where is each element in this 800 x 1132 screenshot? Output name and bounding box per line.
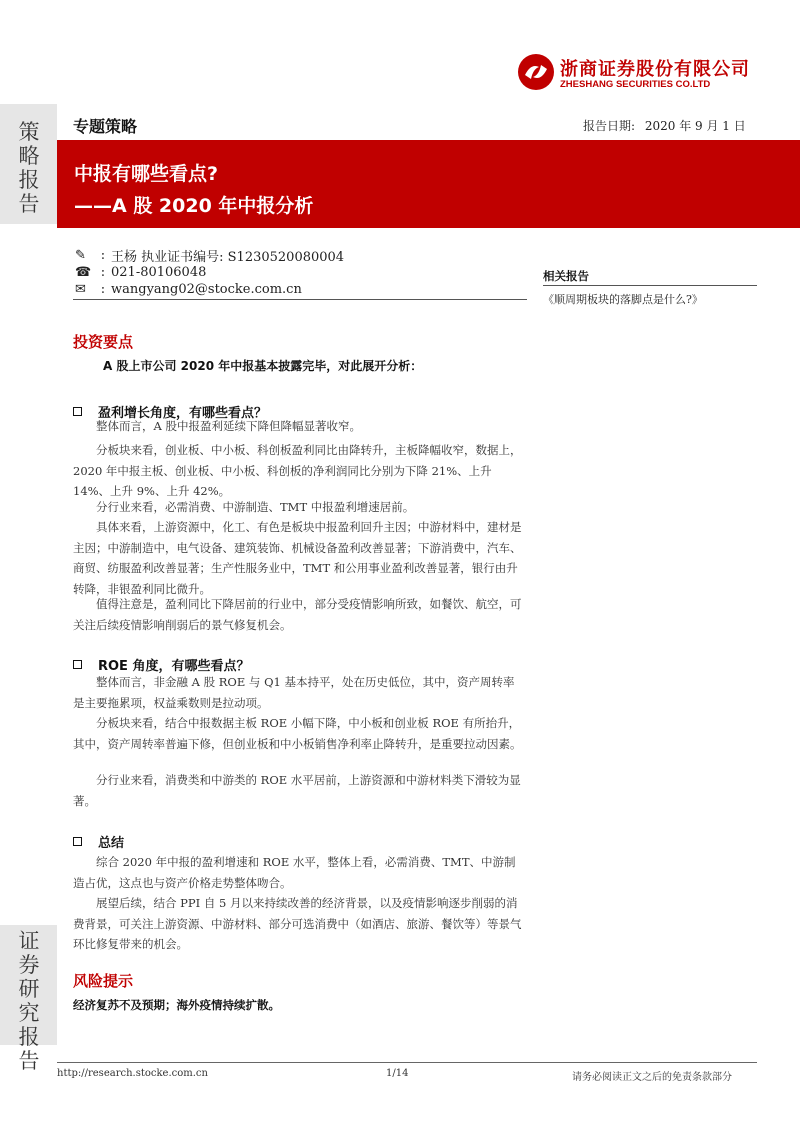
title-band	[57, 140, 800, 228]
risk-heading: 风险提示	[73, 972, 134, 990]
para: 展望后续，结合 PPI 自 5 月以来持续改善的经济背景，以及疫情影响逐步削弱的消费背景，可关注上游资源、中游材料、部分可选消费中（如酒店、旅游、餐饮等）等景气环比修复带来的机会。	[73, 896, 522, 951]
sidebar-char: 策	[18, 120, 40, 144]
related-item[interactable]: 《顺周期板块的落脚点是什么?》	[543, 293, 703, 306]
sidebar-char: 告	[18, 192, 40, 216]
para: 综合 2020 年中报的盈利增速和 ROE 水平，整体上看，必需消费、TMT、中游制造占优，这点也与资产价格走势整体吻合。	[73, 855, 516, 890]
sidebar-bottom	[0, 925, 57, 1073]
phone-row: ☎ : 021-80106048	[75, 264, 207, 280]
sidebar-bottom-text	[14, 929, 44, 1073]
section-heading-profit: 盈利增长角度，有哪些看点？	[73, 402, 267, 421]
report-category: 专题策略	[73, 117, 138, 136]
sidebar-char: 略	[18, 144, 40, 168]
sidebar-char: 券	[18, 953, 40, 977]
risk-text: 经济复苏不及预期；海外疫情持续扩散。	[73, 998, 280, 1012]
para: 分行业来看，消费类和中游类的 ROE 水平居前，上游资源和中游材料类下滑较为显著。	[73, 773, 521, 808]
report-date	[583, 117, 746, 134]
report-date-value: 2020 年 9 月 1 日	[644, 119, 746, 133]
sidebar-top-text	[14, 120, 44, 216]
logo-name-cn: 浙商证券股份有限公司	[560, 59, 750, 80]
sidebar-char: 告	[18, 1049, 40, 1073]
checkbox-icon	[73, 407, 82, 416]
report-subtitle: ——A 股 2020 年中报分析	[74, 195, 314, 217]
para: 值得注意是，盈利同比下降居前的行业中，部分受疫情影响所致，如餐饮、航空，可关注后续疫情影响削弱后的景气修复机会。	[73, 597, 522, 632]
footer-disclaimer: 请务必阅读正文之后的免责条款部分	[572, 1072, 732, 1083]
para: 整体而言，非金融 A 股 ROE 与 Q1 基本持平，处在历史低位，其中，资产周转率是主要拖累项，权益乘数则是拉动项。	[73, 675, 515, 710]
checkbox-icon	[73, 660, 82, 669]
para: 整体而言，A 股中报盈利延续下降但降幅显著收窄。	[96, 419, 361, 433]
checkbox-icon	[73, 837, 82, 846]
investment-lead: A 股上市公司 2020 年中报基本披露完毕，对此展开分析：	[103, 359, 423, 373]
email-row: ✉ : wangyang02@stocke.com.cn	[75, 281, 302, 297]
sidebar-char: 究	[18, 1001, 40, 1025]
report-title: 中报有哪些看点?	[74, 163, 219, 185]
logo-name-en: ZHESHANG SECURITIES CO.LTD	[560, 79, 711, 90]
footer-url[interactable]: http://research.stocke.com.cn	[57, 1068, 208, 1079]
email-link[interactable]: wangyang02@stocke.com.cn	[111, 281, 302, 297]
report-date-label: 报告日期:	[583, 119, 636, 133]
phone-text: 021-80106048	[111, 264, 207, 280]
envelope-icon: ✉	[75, 281, 86, 297]
page-number: 1/14	[386, 1068, 409, 1079]
sidebar-char: 报	[18, 168, 40, 192]
phone-icon: ☎	[75, 264, 92, 280]
logo-icon	[517, 53, 555, 91]
author-text: 王杨 执业证书编号: S1230520080004	[111, 249, 345, 265]
para: 分板块来看，创业板、中小板、科创板盈利同比由降转升，主板降幅收窄，数据上，2020 年中报主板、创业板、中小板、科创板的净利润同比分别为下降 21%、上升 14%、上升 9%、上升 42%。	[73, 443, 522, 498]
contact-divider	[73, 299, 527, 300]
para: 分板块来看，结合中报数据主板 ROE 小幅下降，中小板和创业板 ROE 有所抬升，其中，资产周转率普遍下修，但创业板和中小板销售净利率止降转升，是重要拉动因素。	[73, 716, 522, 751]
sidebar-char: 研	[18, 977, 40, 1001]
investment-heading: 投资要点	[73, 333, 134, 351]
para: 分行业来看，必需消费、中游制造、TMT 中报盈利增速居前。	[96, 500, 415, 514]
related-divider	[543, 285, 757, 286]
para: 具体来看，上游资源中，化工、有色是板块中报盈利回升主因；中游材料中，建材是主因；中游制造中，电气设备、建筑装饰、机械设备盈利改善显著；下游消费中，汽车、商贸、纺服盈利改善显著；生产性服务业中，TMT 和公用事业盈利改善显著，银行由升转降，非银盈利同比微升。	[73, 520, 522, 596]
sidebar-top	[0, 104, 57, 224]
author-row: ✎ : 王杨 执业证书编号: S1230520080004	[75, 247, 345, 265]
sidebar-char: 证	[18, 929, 40, 953]
sidebar-char: 报	[18, 1025, 40, 1049]
logo-mark	[517, 53, 555, 91]
section-heading-roe: ROE 角度，有哪些看点？	[73, 655, 249, 674]
footer-divider	[57, 1062, 757, 1063]
related-title: 相关报告	[543, 269, 589, 283]
pen-icon: ✎	[75, 247, 86, 263]
section-heading-summary: 总结	[73, 832, 124, 851]
